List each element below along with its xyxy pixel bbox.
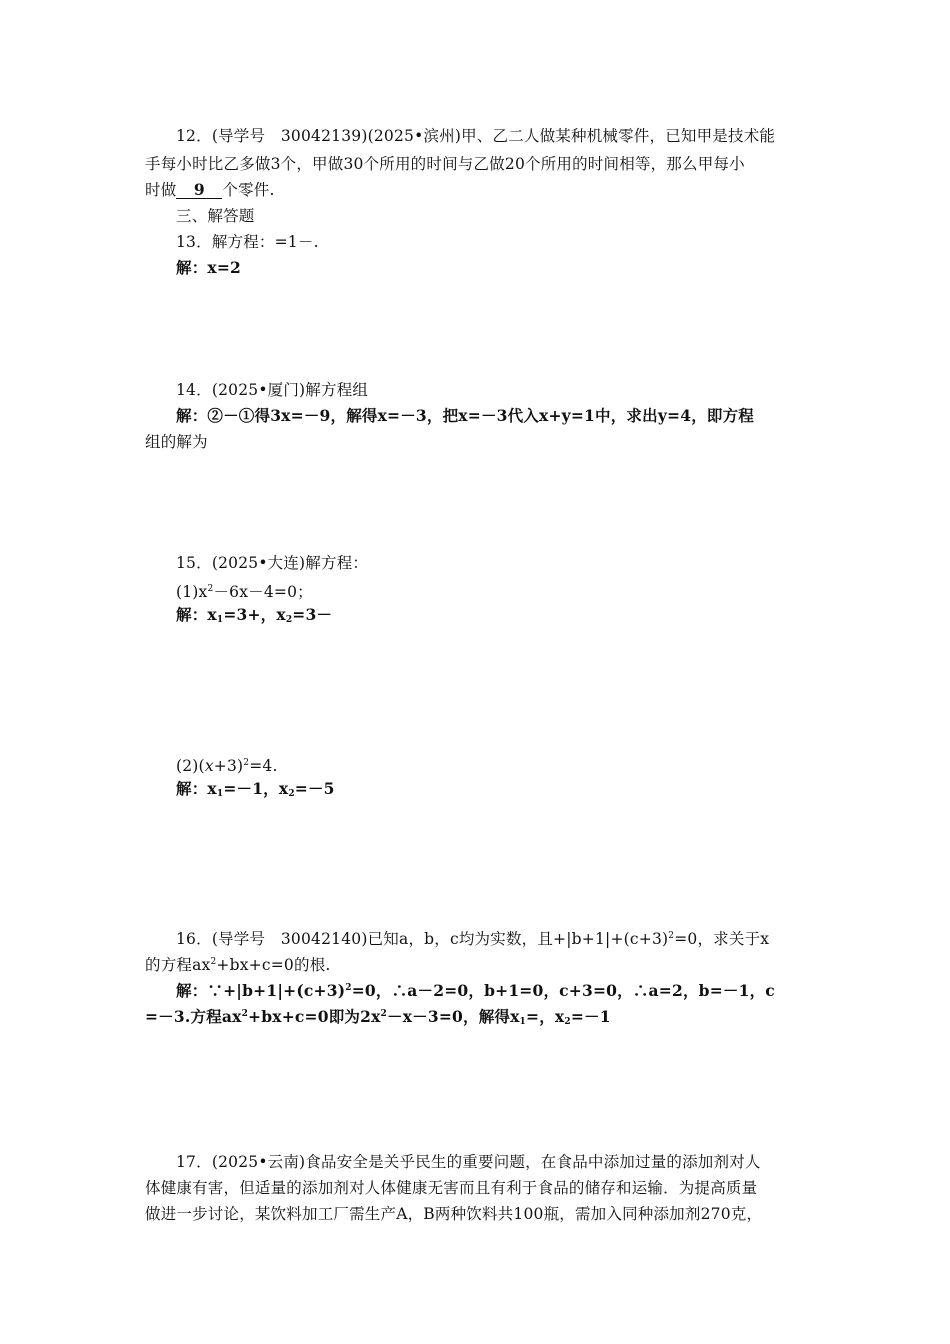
q17-line1: 17．(2025•云南)食品安全是关乎民生的重要问题，在食品中添加过量的添加剂对人 [176, 1153, 761, 1171]
q15-sol1-sub1: 1 [216, 615, 224, 625]
q15-sol1-b: =3+，x [223, 605, 286, 624]
q13-solution: 解：x=2 [176, 258, 242, 277]
q15-sol1-sub2: 2 [285, 615, 293, 625]
q15-part1-post: －6x－4=0； [213, 583, 313, 601]
q15-part1-sup: 2 [207, 584, 214, 594]
q16-sol2-e: =－1 [570, 1007, 611, 1026]
q16-sol2-b: +bx+c=0即为2x [248, 1007, 381, 1026]
q12-line3-pre: 时做 [145, 181, 177, 199]
q16-line2 [145, 952, 331, 975]
q13-question: 13．解方程：=1－. [176, 233, 319, 251]
q17-line2: 体健康有害，但适量的添加剂对人体健康无害而且有利于食品的储存和运输．为提高质量 [145, 1179, 758, 1197]
q14-solution-line1: 解：②－①得3x=－9，解得x=－3，把x=－3代入x+y=1中，求出y=4，即方程 [176, 406, 755, 425]
q15-part2-var: x [204, 757, 214, 775]
q15-sol1-c: =3－ [292, 605, 333, 624]
q16-sol2-c: －x－3=0，解得x [387, 1007, 520, 1026]
q15-part2-mid: +3) [213, 757, 244, 775]
q16-sol2-sub1: 1 [519, 1017, 527, 1027]
section-heading: 三、解答题 [176, 207, 255, 225]
q15-part2 [176, 753, 278, 776]
q16-sol1-a: 解：∵+|b+1|+(c+3) [176, 981, 346, 1000]
q15-sol2-c: =－5 [294, 779, 335, 798]
q12-line3-post: 个零件. [222, 181, 275, 199]
q16-sol2-sub2: 2 [564, 1017, 571, 1027]
q15-solution2 [176, 779, 335, 804]
q16-line2-b: +bx+c=0的根. [216, 956, 331, 974]
q16-sol2-sup2: 2 [380, 1009, 387, 1019]
q16-line2-sup: 2 [210, 957, 217, 967]
q15-question: 15．(2025•大连)解方程： [176, 554, 369, 572]
q16-line2-a: 的方程ax [145, 956, 211, 974]
q15-part2-pre: (2)( [176, 757, 205, 775]
q12-line1: 12．(导学号 30042139)(2025•滨州)甲、乙二人做某种机械零件，已知甲是技术能 [176, 127, 776, 145]
q16-line1-sup: 2 [668, 931, 675, 941]
q15-part2-sup: 2 [243, 758, 250, 768]
q16-sol2-sup1: 2 [241, 1009, 249, 1019]
q15-sol2-sub2: 2 [288, 789, 295, 799]
q12-line2: 手每小时比乙多做3个，甲做30个所用的时间与乙做20个所用的时间相等，那么甲每小 [145, 155, 745, 173]
q16-line1-a: 16．(导学号 30042140)已知a，b，c均为实数，且+|b+1|+(c+3) [176, 930, 669, 948]
q15-solution1 [176, 605, 332, 630]
q15-part2-post: =4. [249, 757, 278, 775]
q15-sol2-a: 解：x [176, 779, 217, 798]
q15-sol2-sub1: 1 [216, 789, 224, 799]
q16-solution-line2 [145, 1004, 611, 1032]
q15-part1-pre: (1)x [176, 583, 208, 601]
q12-answer-blank: 9 [176, 181, 222, 199]
q15-sol1-a: 解：x [176, 605, 217, 624]
q14-question: 14．(2025•厦门)解方程组 [176, 381, 369, 399]
q17-line3: 做进一步讨论，某饮料加工厂需生产A，B两种饮料共100瓶，需加入同种添加剂270克， [145, 1205, 763, 1223]
q12-line3 [145, 180, 275, 200]
q14-solution-line2: 组的解为 [145, 433, 208, 451]
q16-line1 [176, 926, 769, 949]
q16-line1-b: =0，求关于x [674, 930, 770, 948]
q16-sol1-sup: 2 [345, 983, 352, 993]
q16-sol1-b: =0，∴a－2=0，b+1=0，c+3=0，∴a=2，b=－1，c [351, 981, 775, 1000]
q15-part1 [176, 579, 313, 602]
q16-solution-line1 [176, 978, 775, 1001]
q15-sol2-b: =－1，x [223, 779, 289, 798]
q16-sol2-d: =，x [526, 1007, 565, 1026]
q16-sol2-a: =－3.方程ax [145, 1007, 242, 1026]
